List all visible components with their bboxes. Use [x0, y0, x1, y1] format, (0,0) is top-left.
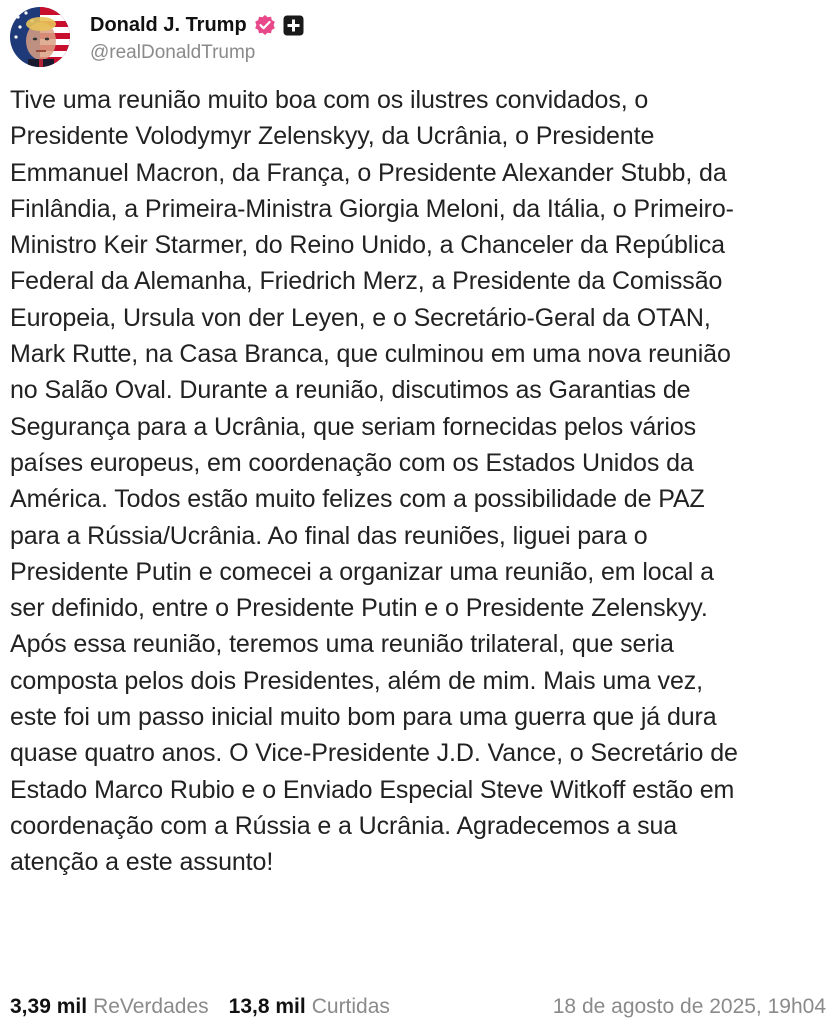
flag-portrait-avatar-icon	[10, 7, 70, 67]
author-handle[interactable]: @realDonaldTrump	[90, 42, 256, 63]
likes-stat[interactable]	[229, 995, 390, 1019]
likes-label: Curtidas	[311, 995, 390, 1018]
post-timestamp[interactable]: 18 de agosto de 2025, 19h04	[552, 995, 826, 1018]
reposts-count: 3,39 mil	[10, 995, 88, 1018]
name-row	[90, 10, 304, 40]
author-names	[90, 10, 304, 64]
reposts-label: ReVerdades	[93, 995, 209, 1018]
avatar[interactable]	[10, 7, 70, 67]
display-name[interactable]: Donald J. Trump	[90, 13, 247, 36]
reposts-stat[interactable]	[10, 995, 209, 1019]
plus-box-icon	[283, 15, 304, 36]
post-footer	[10, 992, 826, 1022]
post-header	[10, 6, 304, 68]
verified-badge-icon	[254, 14, 276, 36]
post-text: Tive uma reunião muito boa com os ilustres convidados, o Presidente Volodymyr Zelenskyy, da Ucrânia, o Presidente Emmanuel Macron, da França, o Presidente Alexander Stubb, da Finlândia, a Primeira-Ministra Giorgia Meloni, da Itália, o Primeiro- Ministro Keir Starmer, do Reino Unido, a Chanceler da República Federal da Alemanha, Friedrich Merz, a Presidente da Comissão Europeia, Ursula von der Leyen, e o Secretário-Geral da OTAN, Mark Rutte, na Casa Branca, que culminou em uma nova reunião no Salão Oval. Durante a reunião, discutimos as Garantias de Segurança para a Ucrânia, que seriam fornecidas pelos vários países europeus, em coordenação com os Estados Unidos da América. Todos estão muito felizes com a possibilidade de PAZ para a Rússia/Ucrânia. Ao final das reuniões, liguei para o Presidente Putin e comecei a organizar uma reunião, em local a ser definido, entre o Presidente Putin e o Presidente Zelenskyy. Após essa reunião, teremos uma reunião trilateral, que seria composta pelos dois Presidentes, além de mim. Mais uma vez, este foi um passo inicial muito bom para uma guerra que já dura quase quatro anos. O Vice-Presidente J.D. Vance, o Secretário de Estado Marco Rubio e o Enviado Especial Steve Witkoff estão em coordenação com a Rússia e a Ucrânia. Agradecemos a sua atenção a este assunto!	[10, 86, 738, 877]
likes-count: 13,8 mil	[228, 995, 306, 1018]
